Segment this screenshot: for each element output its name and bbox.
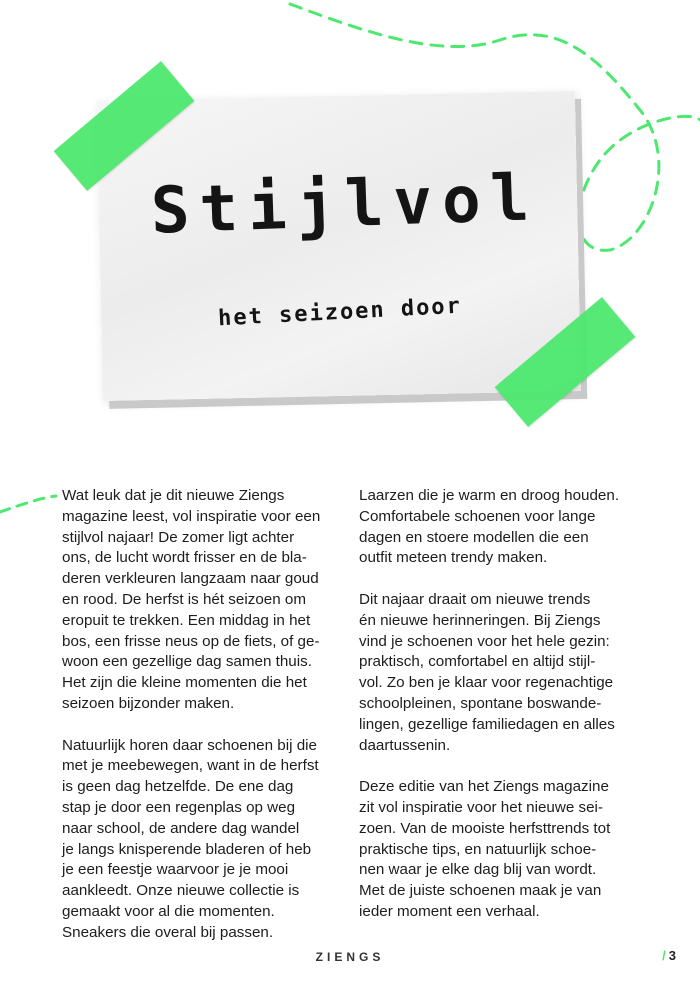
text-column-left	[62, 486, 352, 964]
brand-logo-text: ZIENGS	[315, 950, 385, 964]
page-number-value: 3	[668, 948, 676, 963]
paragraph: Natuurlijk horen daar schoenen bij die met je meebewegen, want in de herfst is geen dag hetzelfde. De ene dag stap je door een regenplas op weg naar school, de andere dag wandel je langs knisperende bladeren of heb je een feestje waarvoor je je mooi aankleedt. Onze nieuwe collectie is gemaakt voor al die momenten. Sneakers die overal bij passen.	[62, 736, 319, 941]
paragraph: Laarzen die je warm en droog houden. Comfortabele schoenen voor lange dagen en stoere modellen die een outfit meteen trendy maken.	[359, 487, 620, 567]
paragraph: Deze editie van het Ziengs magazine zit vol inspiratie voor het nieuwe sei- zoen. Van de mooiste herfsttrends tot praktische tips, en natuurlijk schoe- nen waar je elke dag blij van wordt. Met de juiste schoenen maak je van ieder moment een verhaal.	[359, 778, 611, 920]
page-number	[662, 948, 676, 963]
paragraph: Wat leuk dat je dit nieuwe Ziengs magazine leest, vol inspiratie voor een stijlvol najaar! De zomer ligt achter ons, de lucht wordt frisser en de bla- deren verkleuren langzaam naar goud en rood. De herfst is hét seizoen om eropuit te trekken. Een middag in het bos, een frisse neus op de fiets, of ge- woon een gezellige dag samen thuis. Het zijn die kleine momenten die het seizoen bijzonder maken.	[62, 487, 321, 712]
text-column-right	[359, 486, 649, 944]
paragraph: Dit najaar draait om nieuwe trends én nieuwe herinneringen. Bij Ziengs vind je schoenen voor het hele gezin: praktisch, comfortabel en altijd stijl- vol. Zo ben je klaar voor regenachtige schoolpleinen, spontane boswande- lingen, gezellige familiedagen en alles daartussenin.	[359, 590, 615, 754]
page-subtitle: het seizoen door	[217, 293, 463, 332]
page-number-slash: /	[662, 948, 666, 963]
page-title: Stijlvol	[149, 161, 541, 249]
